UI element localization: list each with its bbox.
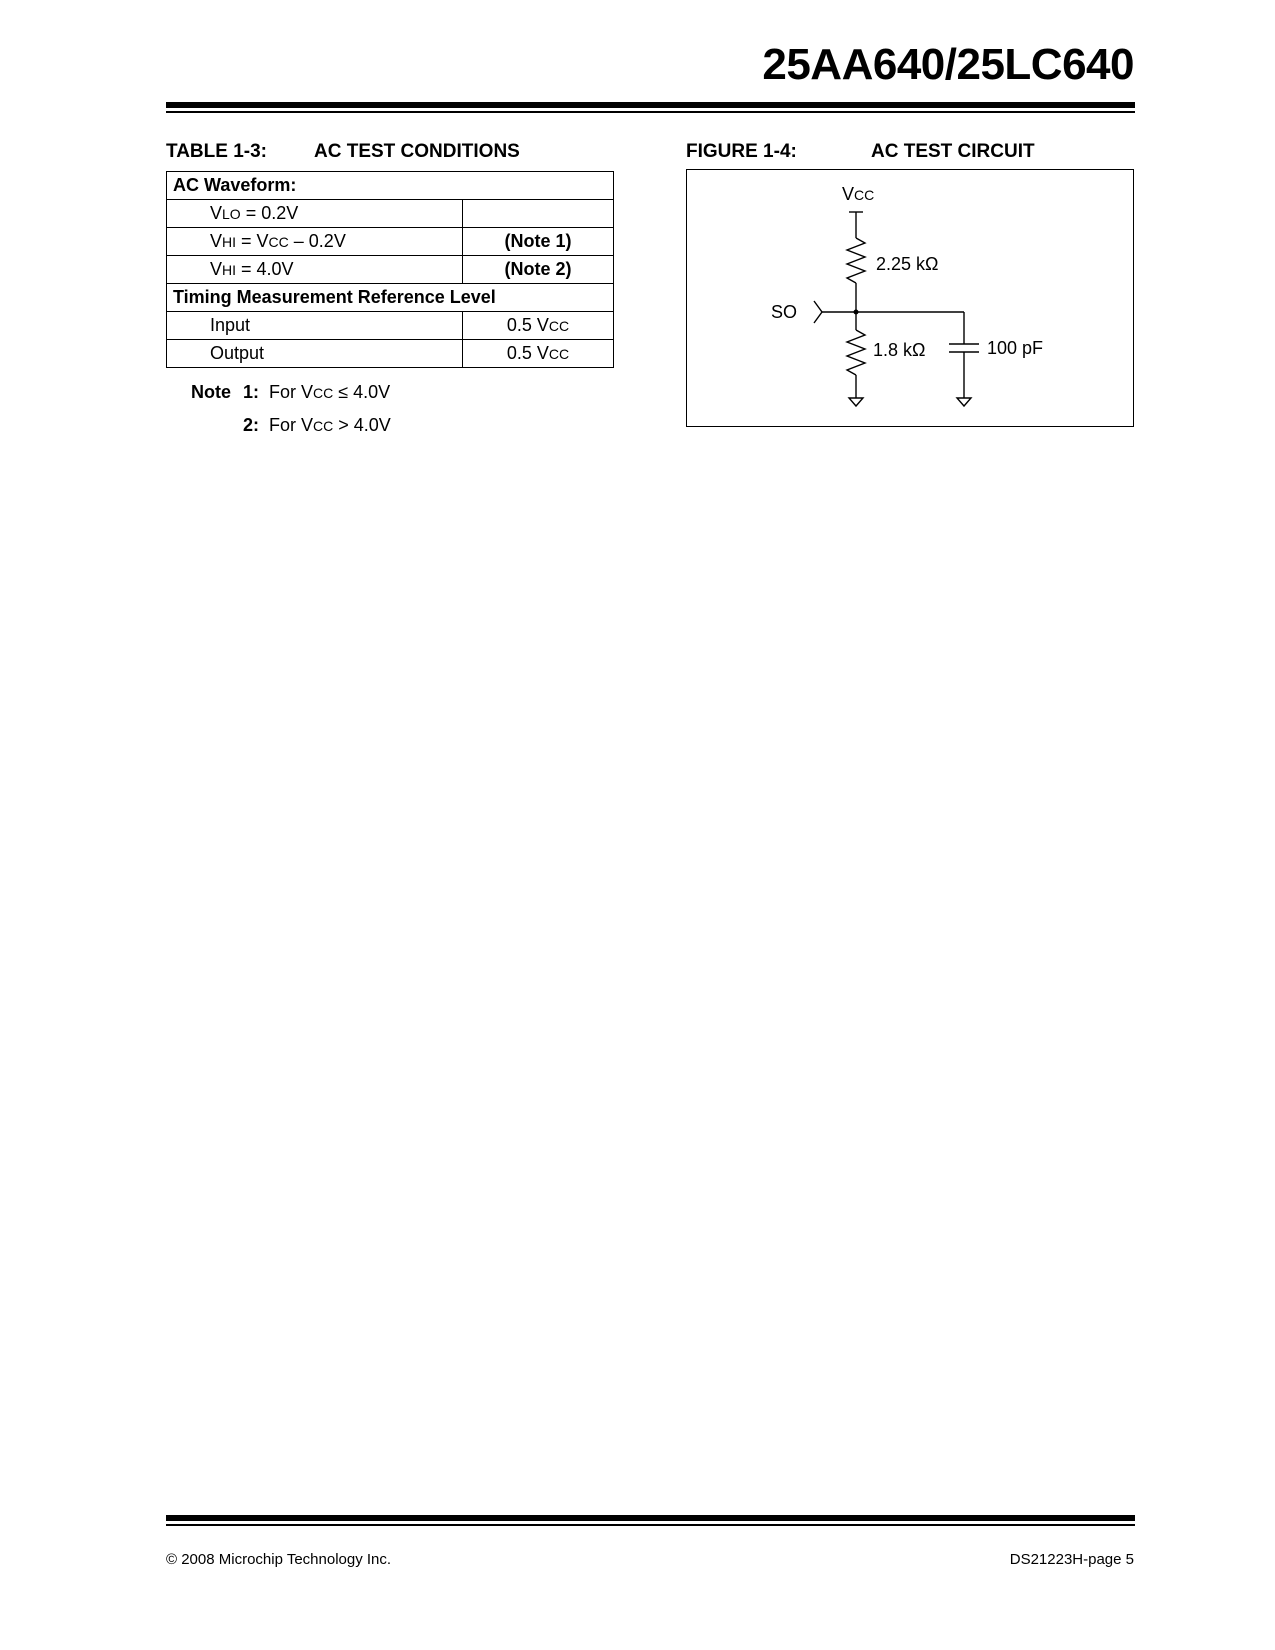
table-row xyxy=(167,228,614,256)
table-row xyxy=(167,340,614,368)
document-title: 25AA640/25LC640 xyxy=(762,40,1134,89)
note-head: Note xyxy=(191,382,231,402)
capacitor-label: 100 pF xyxy=(987,338,1044,358)
cell-note xyxy=(463,200,614,228)
note-2: 2: For VCC > 4.0V xyxy=(243,415,391,435)
footer-page-number: DS21223H-page 5 xyxy=(1009,1551,1134,1568)
cell-label: VHI = 4.0V xyxy=(167,256,463,284)
header-rule-thick xyxy=(166,102,1135,108)
figure-number: FIGURE 1-4: xyxy=(686,141,797,162)
footer-rule-thin xyxy=(166,1524,1135,1526)
figure-caption xyxy=(686,141,1035,163)
footer-copyright: © 2008 Microchip Technology Inc. xyxy=(166,1551,392,1568)
junction-dot xyxy=(854,310,859,315)
cell-value: 0.5 VCC xyxy=(463,340,614,368)
ground-symbol xyxy=(849,398,863,406)
r2-label: 1.8 kΩ xyxy=(873,340,926,360)
cell-note[interactable]: (Note 2) xyxy=(463,256,614,284)
note-1: Note 1: For VCC ≤ 4.0V xyxy=(191,376,391,409)
ac-test-circuit-figure xyxy=(686,169,1134,427)
cell-value: 0.5 VCC xyxy=(463,312,614,340)
section-timing-reference: Timing Measurement Reference Level xyxy=(167,284,614,312)
table-row xyxy=(167,312,614,340)
table-number: TABLE 1-3: xyxy=(166,141,267,162)
footer-rule-thick xyxy=(166,1515,1135,1521)
so-label: SO xyxy=(771,302,798,322)
cell-label: VHI = VCC – 0.2V xyxy=(167,228,463,256)
vcc-label: VCC xyxy=(842,184,875,204)
table-notes xyxy=(191,376,391,442)
header-rule-thin xyxy=(166,111,1135,113)
so-arrow xyxy=(814,301,822,323)
resistor-r1 xyxy=(847,238,865,283)
cell-label: Output xyxy=(167,340,463,368)
ac-test-conditions-table xyxy=(166,171,614,368)
ground-symbol xyxy=(957,398,971,406)
table-title: AC TEST CONDITIONS xyxy=(314,141,520,162)
resistor-r2 xyxy=(847,330,865,375)
figure-title: AC TEST CIRCUIT xyxy=(871,141,1035,162)
circuit-diagram xyxy=(687,170,1135,428)
table-section-row xyxy=(167,172,614,200)
r1-label: 2.25 kΩ xyxy=(876,254,939,274)
cell-label: VLO = 0.2V xyxy=(167,200,463,228)
section-ac-waveform: AC Waveform: xyxy=(167,172,614,200)
table-row xyxy=(167,200,614,228)
table-section-row xyxy=(167,284,614,312)
table-row xyxy=(167,256,614,284)
table-caption xyxy=(166,141,520,163)
cell-label: Input xyxy=(167,312,463,340)
cell-note[interactable]: (Note 1) xyxy=(463,228,614,256)
